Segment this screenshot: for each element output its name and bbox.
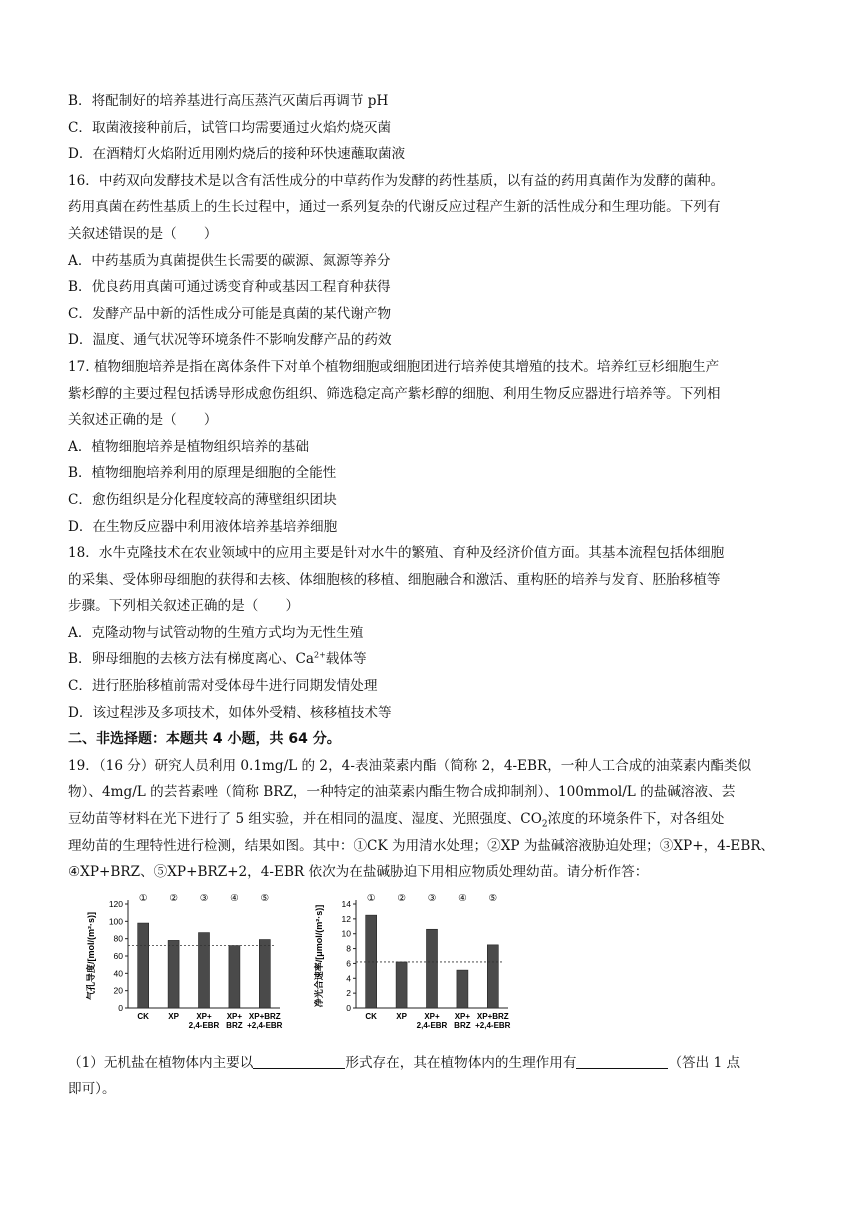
net-photosynthesis-chart-svg [308,890,518,1048]
q18-option-b-text: B．卵母细胞的去核方法有梯度离心、Ca [68,651,314,668]
x-tick-label: +2,4-EBR [475,1020,511,1030]
q16-option-a: A．中药基质为真菌提供生长需要的碳源、氮源等养分 [68,252,391,269]
y-tick-label: 2 [346,987,351,998]
bar [427,929,438,1008]
y-tick-label: 10 [341,928,351,939]
y-tick-label: 6 [346,958,351,969]
q18-option-a: A．克隆动物与试管动物的生殖方式均为无性生殖 [68,624,364,641]
group-label: ④ [230,892,239,904]
group-label: ② [397,892,406,904]
q18-option-c: C．进行胚胎移植前需对受体母牛进行同期发情处理 [68,678,378,695]
x-tick-label: XP [396,1011,407,1021]
group-label: ① [138,892,148,904]
q16-option-b: B．优良药用真菌可通过诱变育种或基因工程育种获得 [68,279,391,296]
bar [199,932,210,1007]
q15-option-c: C．取菌液接种前后，试管口均需要通过火焰灼烧灭菌 [68,119,392,136]
x-tick-label: XP+ [226,1011,243,1021]
figure-area [68,890,794,1050]
y-tick-label: 12 [341,913,351,924]
q18-option-d: D．该过程涉及多项技术，如体外受精、核移植技术等 [68,704,392,721]
q18-option-b-superscript: 2+ [314,650,326,660]
y-axis-label: 气孔导度/[mol/(m²·s)] [86,911,96,1000]
y-tick-label: 14 [341,898,351,909]
y-tick-label: 20 [113,985,123,996]
bar [259,939,270,1007]
y-tick-label: 80 [113,933,123,944]
y-tick-label: 0 [118,1002,123,1013]
q16-stem-line1: 16．中药双向发酵技术是以含有活性成分的中草药作为发酵的药性基质，以有益的药用真菌作为发酵的菌种。 [68,172,725,189]
group-label: ① [366,892,376,904]
group-label: ③ [199,892,209,904]
q19-stem-line3-text-end: 浓度的环境条件下，对各组处 [547,811,725,828]
q17-stem-line3: 关叙述正确的是（ ） [68,412,218,429]
q19-1-text-mid: 形式存在，其在植物体内的生理作用有 [345,1054,577,1071]
x-tick-label: XP+ [424,1011,440,1021]
q15-option-d: D．在酒精灯火焰附近用刚灼烧后的接种环快速蘸取菌液 [68,146,406,163]
q19-1-text-end: （答出 1 点 [668,1054,741,1071]
x-tick-label: XP+BRZ [248,1011,281,1021]
q19-stem-line2: 物）、4mg/L 的芸苔素唑（简称 BRZ，一种特定的油菜素内酯生物合成抑制剂）、100mmol/L 的盐碱溶液、芸 [68,784,736,801]
q16-stem-line2: 药用真菌在药性基质上的生长过程中，通过一系列复杂的代谢反应过程产生新的活性成分和生理功能。下列有 [68,199,721,216]
q19-1-text: （1）无机盐在植物体内主要以 [68,1054,254,1071]
q19-subquestion-1 [68,1050,794,1077]
answer-blank-2[interactable] [576,1054,668,1069]
q16-option-c: C．发酵产品中新的活性成分可能是真菌的某代谢产物 [68,305,392,322]
q18-stem-line1: 18．水牛克隆技术在农业领域中的应用主要是针对水牛的繁殖、育种及经济价值方面。其基本流程包括体细胞 [68,545,725,562]
x-tick-label: 2,4-EBR [416,1020,448,1030]
q17-option-a: A．植物细胞培养是植物组织培养的基础 [68,438,309,455]
exam-page [68,88,794,1103]
net-photosynthesis-chart [308,890,518,1048]
stomatal-conductance-chart-svg [80,890,290,1048]
q17-option-b: B．植物细胞培养利用的原理是细胞的全能性 [68,465,337,482]
bar [487,945,498,1008]
q18-option-b-text-end: 载体等 [325,651,367,668]
bar [138,923,149,1008]
bar [366,915,377,1008]
section-2-heading: 二、非选择题：本题共 4 小题，共 64 分。 [68,731,341,748]
q15-option-b: B．将配制好的培养基进行高压蒸汽灭菌后再调节 pH [68,93,389,109]
group-label: ④ [458,892,467,904]
q17-option-c: C．愈伤组织是分化程度较高的薄壁组织团块 [68,491,337,508]
y-axis-label: 净光合速率/[μmol/(m²·s)] [314,904,324,1008]
bar [229,945,240,1007]
q18-option-b [68,646,794,673]
q18-stem-line2: 的采集、受体卵母细胞的获得和去核、体细胞核的移植、细胞融合和激活、重构胚的培养与发育、胚胎移植等 [68,571,721,588]
q19-stem-line3-text: 豆幼苗等材料在光下进行了 5 组实验，并在相同的温度、湿度、光照强度、CO [68,811,542,828]
answer-blank-1[interactable] [253,1054,345,1069]
x-tick-label: XP [168,1011,179,1021]
x-tick-label: XP+BRZ [476,1011,509,1021]
x-tick-label: XP+ [196,1011,212,1021]
q19-stem-line4: 理幼苗的生理特性进行检测，结果如图。其中：①CK 为用清水处理；②XP 为盐碱溶液胁迫处理；③XP+，4-EBR、 [68,837,775,854]
x-tick-label: XP+ [454,1011,471,1021]
q16-stem-line3: 关叙述错误的是（ ） [68,225,218,242]
q17-option-d: D．在生物反应器中利用液体培养基培养细胞 [68,518,338,535]
group-label: ② [169,892,178,904]
bar [396,962,407,1008]
x-tick-label: +2,4-EBR [247,1020,283,1030]
y-tick-label: 100 [108,916,123,927]
q19-stem-line3 [68,806,794,833]
y-tick-label: 4 [346,973,351,984]
x-tick-label: CK [365,1011,377,1021]
q19-subquestion-1-cont: 即可）。 [68,1081,116,1098]
x-tick-label: 2,4-EBR [188,1020,220,1030]
y-tick-label: 40 [113,968,123,979]
y-tick-label: 60 [113,950,123,961]
y-tick-label: 0 [346,1002,351,1013]
q16-option-d: D．温度、通气状况等环境条件不影响发酵产品的药效 [68,332,392,349]
q19-co2-subscript: 2 [541,819,548,830]
bar [168,940,179,1008]
x-tick-label: CK [137,1011,149,1021]
q19-stem-line1: 19．（16 分）研究人员利用 0.1mg/L 的 2，4-表油菜素内酯（简称 2，4-EBR，一种人工合成的油菜素内酯类似 [68,757,752,774]
y-tick-label: 120 [108,898,123,909]
q17-stem-line2: 紫杉醇的主要过程包括诱导形成愈伤组织、筛选稳定高产紫杉醇的细胞、利用生物反应器进行培养等。下列相 [68,385,721,402]
y-tick-label: 8 [346,943,351,954]
group-label: ⑤ [488,892,498,904]
q19-stem-line5: ④XP+BRZ、⑤XP+BRZ+2，4-EBR 依次为在盐碱胁迫下用相应物质处理幼苗。请分析作答： [68,864,649,881]
q18-stem-line3: 步骤。下列相关叙述正确的是（ ） [68,598,300,615]
group-label: ⑤ [260,892,270,904]
group-label: ③ [427,892,437,904]
stomatal-conductance-chart [80,890,290,1048]
bar [457,970,468,1008]
x-tick-label: BRZ [226,1020,243,1030]
q17-stem-line1: 17. 植物细胞培养是指在离体条件下对单个植物细胞或细胞团进行培养使其增殖的技术。培养红豆杉细胞生产 [68,358,720,375]
x-tick-label: BRZ [454,1020,471,1030]
